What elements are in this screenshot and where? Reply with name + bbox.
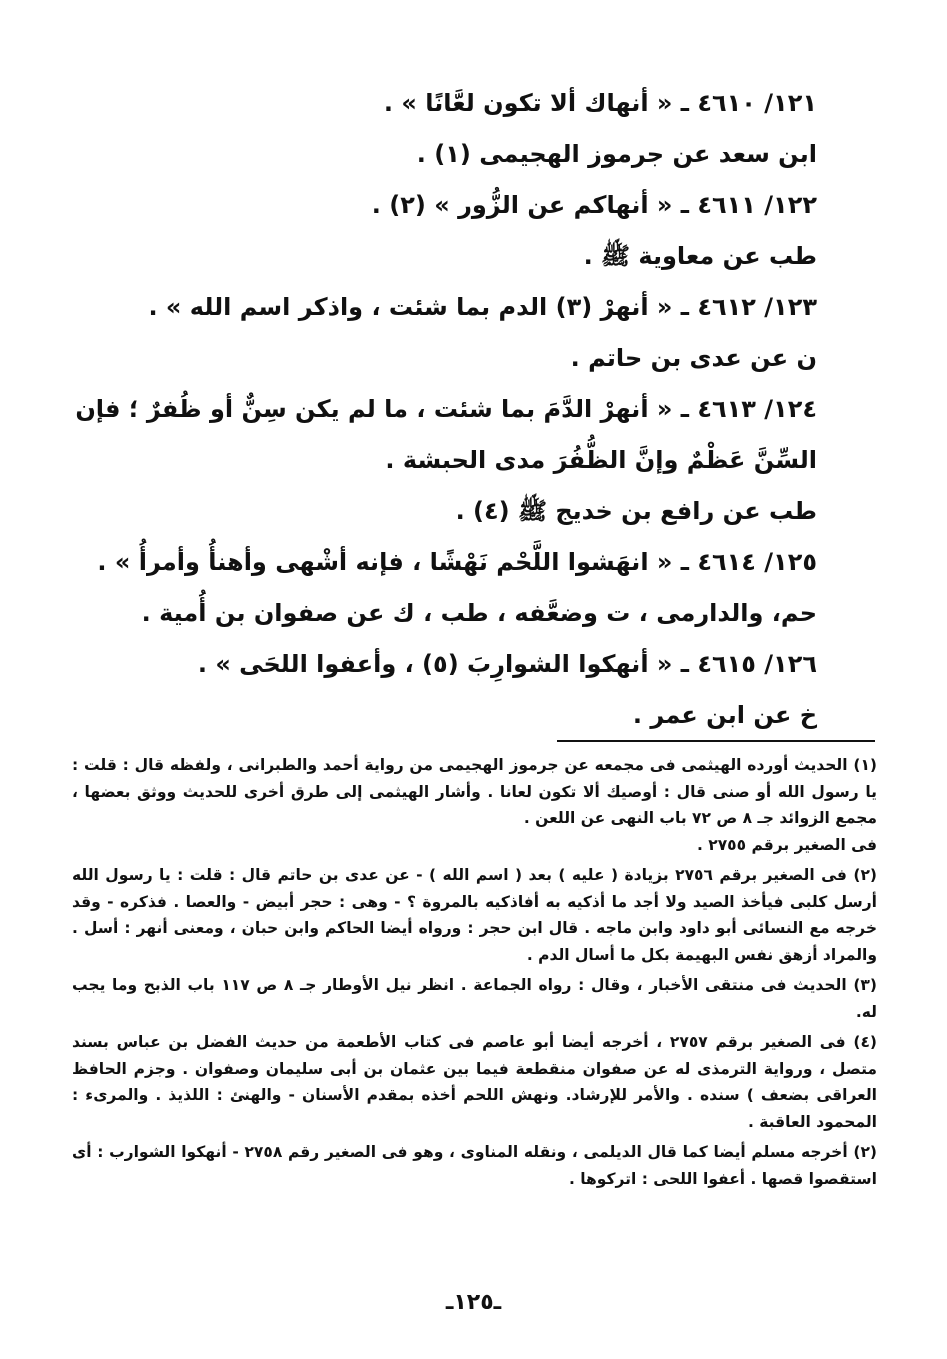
footnote-2: (٢) فى الصغير برقم ٢٧٥٦ بزيادة ( عليه ) بعد ( اسم الله ) - عن عدى بن حاتم قال : قلت : يا رسول الله أرسل كلبى فيأخذ الصيد ولا أجد ما أذكيه به أفاذكيه بالمروة ؟ - وهى : حجر أبيض - والعصا . فذكره - وقد خرجه مع النسائى أبو داود وابن ماجه . قال ابن حجر : ورواه أيضا الحاكم وابن حبان ، ومعنى أنهر : أسل . والمراد أزهق نفس البهيمة بكل ما أسال الدم . <box>72 866 878 964</box>
footnote-3: (٣) الحديث فى منتقى الأخبار ، وقال : رواه الجماعة . انظر نيل الأوطار جـ ٨ ص ١١٧ باب الذبح وما يجب له. <box>72 976 877 1021</box>
footnote-4: (٤) فى الصغير برقم ٢٧٥٧ ، أخرجه أيضا أبو عاصم فى كتاب الأطعمة من حديث الفضل بن عباس بسند متصل ، ورواية الترمذى له عن صفوان منقطعة فيما بين عثمان بن أبى سليمان وصفوان . وجزم الحافظ العراقى بضعف ) سنده . والأمر للإرشاد. ونهش اللحم أخذه بمقدم الأسنان - والهنئ : اللذيذ . والمرىء : المحمود العاقبة . <box>72 1033 877 1131</box>
hadith-121-source: ابن سعد عن جرموز الهجيمى (١) . <box>416 140 817 168</box>
hadith-122: ١٢٢/ ٤٦١١ ـ « أنهاكم عن الزُّور » (٢) . <box>371 191 817 219</box>
footnote-1-continuation: فى الصغير برقم ٢٧٥٥ . <box>696 835 877 854</box>
hadith-123-source: ن عن عدى بن حاتم . <box>570 344 817 372</box>
page-number: ـ١٢٥ـ <box>445 1290 502 1315</box>
footnote-divider <box>557 740 875 742</box>
hadith-list <box>67 78 817 741</box>
hadith-124-source: طب عن رافع بن خديج ﷺ (٤) . <box>455 497 817 525</box>
hadith-123: ١٢٣/ ٤٦١٢ ـ « أنهرْ (٣) الدم بما شئت ، واذكر اسم الله » . <box>148 293 817 321</box>
hadith-125-source: حم، والدارمى ، ت وضعَّفه ، طب ، ك عن صفوان بن أُمية . <box>141 599 817 627</box>
hadith-124: ١٢٤/ ٤٦١٣ ـ « أنهرْ الدَّمَ بما شئت ، ما لم يكن سِنٌّ أو ظُفرٌ ؛ فإن السِّنَّ عَظْمٌ وإنَّ الظُّفُرَ مدى الحبشة . <box>75 395 817 474</box>
footnote-1: (١) الحديث أورده الهيثمى فى مجمعه عن جرموز الهجيمى من رواية أحمد والطبرانى ، ولفظه قال : قلت : يا رسول الله أو صنى قال : أوصيك ألا تكون لعانا . وأشار الهيثمى إلى طرق أخرى للحديث ووثق بعضها ، مجمع الزوائد جـ ٨ ص ٧٢ باب النهى عن اللعن . <box>72 756 877 827</box>
hadith-126-source: خ عن ابن عمر . <box>632 701 817 729</box>
hadith-121: ١٢١/ ٤٦١٠ ـ « أنهاك ألا تكون لعَّانًا » . <box>383 89 817 117</box>
hadith-125: ١٢٥/ ٤٦١٤ ـ « انهَشوا اللَّحْم نَهْشًا ، فإنه أشْهى وأهنأُ وأمرأُ » . <box>97 548 817 576</box>
hadith-126: ١٢٦/ ٤٦١٥ ـ « أنهكوا الشوارِبَ (٥) ، وأعفوا اللحَى » . <box>197 650 817 678</box>
footnotes <box>72 752 877 1196</box>
hadith-122-source: طب عن معاوية ﷺ . <box>583 242 817 270</box>
footnote-5: (٢) أخرجه مسلم أيضا كما قال الديلمى ، ونقله المناوى ، وهو فى الصغير رقم ٢٧٥٨ - أنهكوا الشوارب : أى استقصوا قصها . أعفوا اللحى : اتركوها . <box>72 1143 877 1188</box>
